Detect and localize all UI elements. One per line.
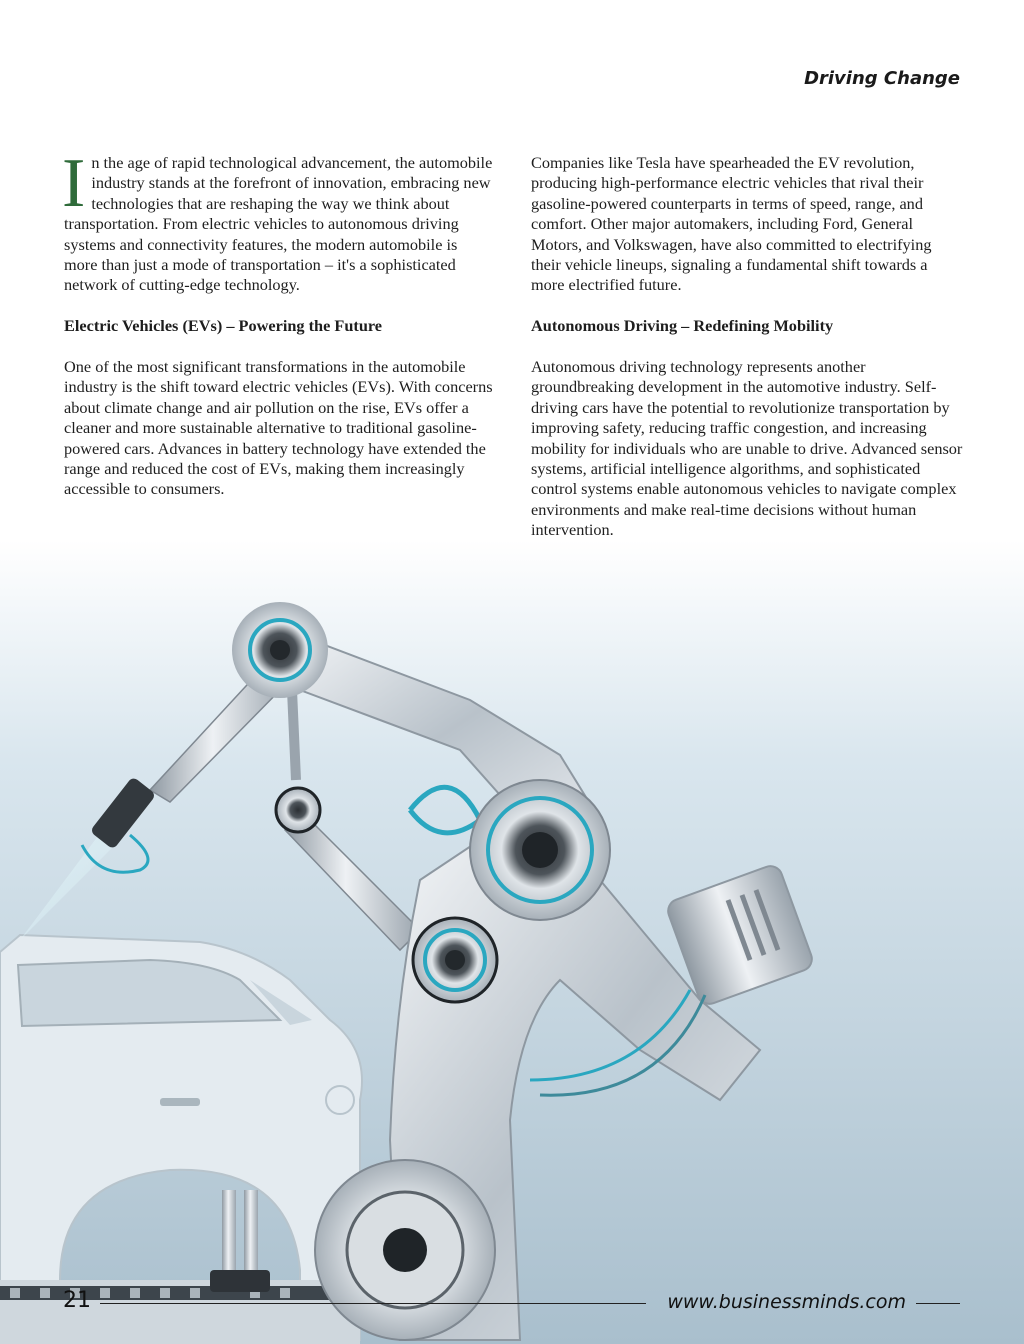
intro-paragraph [62,145,494,296]
autonomous-heading: Autonomous Driving – Redefining Mobility [531,316,834,336]
ev-paragraph: One of the most significant transformations in the automobile industry is the shift toward electric vehicles (EVs). With concerns about climate change and air pollution on the rise, EVs offer a cleaner and more sustainable alternative to traditional gasoline-powered cars. Advances in battery technology have extended the range and reduced the cost of EVs, making them increasingly accessible to consumers. [64,357,493,499]
footer-rule-right [916,1303,960,1304]
companies-paragraph: Companies like Tesla have spearheaded the EV revolution, producing high-performance electric vehicles that rival their gasoline-powered counterparts in terms of speed, range, and comfort. Other major automakers, including Ford, General Motors, and Volkswagen, have also committed to electrifying their vehicle lineups, signaling a fundamental shift towards a more electrified future. [531,153,932,295]
autonomous-paragraph: Autonomous driving technology represents another groundbreaking development in the automotive industry. Self-driving cars have the potential to revolutionize transportation by improving safety, reducing traffic congestion, and increasing mobility for individuals who are unable to drive. Advanced sensor systems, artificial intelligence algorithms, and sophisticated control systems enable autonomous vehicles to navigate complex environments and make real-time decisions without human intervention. [531,357,963,540]
article-column-left [62,145,494,520]
website-url: www.businessminds.com [667,1291,906,1313]
intro-text: n the age of rapid technological advancement, the automobile industry stands at the forefront of innovation, embracing new technologies that are reshaping the way we think about transportation. From electric vehicles to autonomous driving systems and connectivity features, the modern automobile is more than just a mode of transportation – it's a sophisticated network of cutting-edge technology. [64,153,493,295]
article-column-right [531,153,963,561]
drop-cap: I [62,145,86,222]
main-arm [315,780,815,1340]
running-header-title: Driving Change [804,68,960,89]
car-body [0,935,362,1340]
robotic-arm-illustration [0,580,1024,1344]
footer-rule-left [100,1303,646,1304]
page-number: 21 [63,1288,91,1313]
ev-heading: Electric Vehicles (EVs) – Powering the Future [64,316,383,336]
